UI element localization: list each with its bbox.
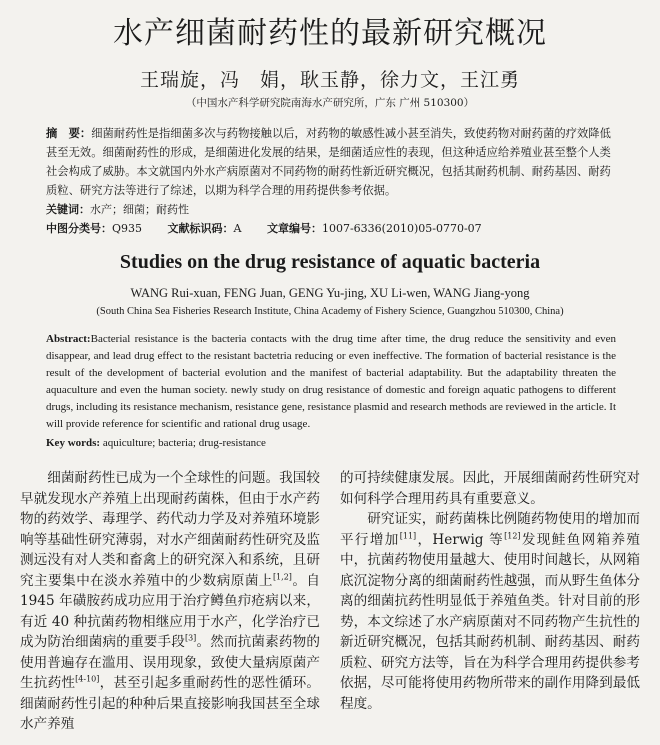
article-no-label: 文章编号：	[266, 222, 322, 235]
citation: [4-10]	[75, 674, 100, 684]
body-columns	[20, 468, 640, 735]
doc-code-label: 文献标识码：	[167, 222, 234, 235]
body-column-right	[340, 468, 640, 735]
english-authors: WANG Rui-xuan, FENG Juan, GENG Yu-jing, XU Li-wen, WANG Jiang-yong	[130, 286, 530, 300]
english-title: Studies on the drug resistance of aquatic bacteria	[119, 251, 541, 273]
keywords-cn	[46, 200, 640, 219]
keywords-en-text: aquiculture; bacteria; drug-resistance	[102, 437, 266, 449]
abstract-en-text: Bacterial resistance is the bacteria contacts with the drug time after time, the drug reduce the sensitivity and even disappear, and lead drug effect to the resistant bactetria reducing or even ineffective. The formation of bacterial resistance is the result of the development of bacterial evolution and the manifest of bacterial adaptability. But the adaptability threaten the aquaculture and even the human society. newly study on drug resistance of domestic and foreign aquatic pathogens to different drugs, including its resistance mechanism, resistance gene, resistance plasmid and research methods are reviewed in the article. It will provide reference for scientific and rational drug usage.	[46, 333, 616, 430]
keywords-en	[46, 435, 640, 452]
text-run: ，Herwig 等	[416, 531, 505, 548]
keywords-cn-text: 水产；细菌；耐药性	[90, 203, 189, 216]
affiliation: （中国水产科学研究院南海水产研究所，广东 广州 510300）	[185, 97, 475, 109]
abstract-en-label: Abstract:	[46, 333, 91, 345]
clc-value: Q935	[112, 222, 143, 235]
paragraph: 的可持续健康发展。因此，开展细菌耐药性研究对如何科学合理用药具有重要意义。	[340, 470, 640, 507]
citation: [3]	[184, 633, 197, 643]
text-run: 发现鲑鱼网箱养殖中，抗菌药物使用量越大、使用时间越长，从网箱底沉淀物分离的细菌耐药性越强，而从野生鱼体分离的细菌抗药性明显低于养殖鱼类。针对目前的形势，本文综述了水产病原菌对不同药物产生抗性的新近研究概况，包括其耐药机制、耐药基因、耐药质粒、研究方法等，旨在为科学合理用药提供参考依据，尽可能将使用药物所带来的副作用降到最低程度。	[340, 531, 640, 712]
article-no-value: 1007-6336(2010)05-0770-07	[321, 222, 482, 235]
text-run: 研究证实，耐药菌株比例随药物使用的增加而平行增加	[340, 511, 640, 548]
abstract-cn	[46, 124, 616, 200]
text-run: 细菌耐药性已成为一个全球性的问题。我国较早就发现水产养殖上出现耐药菌株，但由于水产药物的药效学、毒理学、药代动力学及对养殖环境影响等基础性研究薄弱，对水产细菌耐药性研究及监测远没有对人类和畜禽上的研究深入和系统，且研究主要集中在淡水养殖中的少数病原菌上	[20, 470, 320, 589]
text-run: ，甚至引起多重耐药性的恶性循环。细菌耐药性引起的种种后果直接影响我国甚至全球水产养殖	[20, 675, 320, 732]
text-run: 。自 1945 年磺胺药成功应用于治疗鳟鱼疖疮病以来，有近 40 种抗菌药物相继应用于水产，化学治疗已成为防治细菌病的重要手段	[20, 572, 321, 650]
text-run: 。然而抗菌素药物的使用普遍存在滥用、误用现象，致使大量病原菌产生抗药性	[20, 634, 321, 691]
clc-label: 中图分类号：	[46, 222, 112, 235]
classification	[46, 219, 640, 238]
citation: [11]	[399, 530, 417, 540]
abstract-en	[46, 331, 616, 433]
citation: [1,2]	[272, 571, 292, 581]
page-title: 水产细菌耐药性的最新研究概况	[113, 16, 547, 51]
authors: 王瑞旋，冯 娟，耿玉静，徐力文，王江勇	[139, 69, 520, 91]
abstract-cn-label: 摘 要：	[46, 127, 92, 140]
body-column-left	[20, 468, 320, 735]
english-affiliation: (South China Sea Fisheries Research Institute, China Academy of Fishery Science, Guangzhou 510300, China)	[96, 306, 564, 317]
paragraph	[340, 509, 640, 714]
keywords-en-label: Key words:	[46, 437, 101, 449]
abstract-cn-text: 细菌耐药性是指细菌多次与药物接触以后，对药物的敏感性减小甚至消失，致使药物对耐药菌的疗效降低甚至无效。细菌耐药性的形成，是细菌进化发展的结果，是细菌适应性的表现，但这种适应给养殖业甚至整个人类社会构成了威胁。本文就国内外水产病原菌对不同药物的耐药性新近研究概况，包括其耐药机制、耐药基因、耐药质粒、研究方法等进行了综述，以期为科学合理的用药提供参考依据。	[46, 127, 611, 197]
citation: [12]	[504, 530, 521, 540]
paragraph	[20, 468, 320, 735]
doc-code-value: A	[233, 222, 242, 235]
keywords-cn-label: 关键词：	[46, 203, 90, 216]
